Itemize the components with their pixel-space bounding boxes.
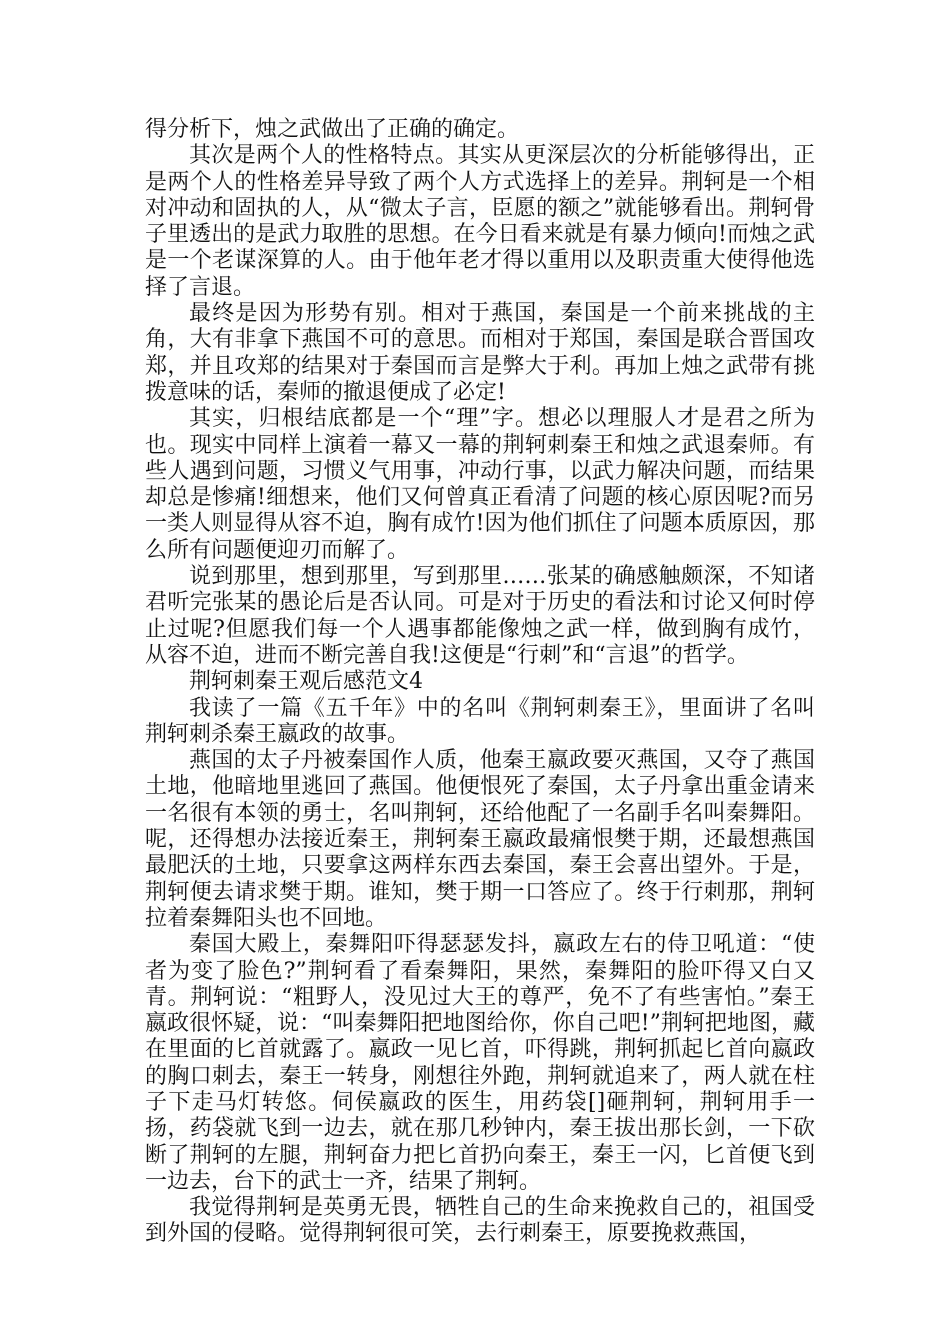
paragraph-situation: 最终是因为形势有别。相对于燕国，秦国是一个前来挑战的主角，大有非拿下燕国不可的意思。而相对于郑国，秦国是联合晋国攻郑，并且攻郑的结果对于秦国而言是弊大于利。再加上烛之武带有挑拨意味的话，秦师的撤退便成了必定! — [145, 301, 815, 405]
paragraph-background: 燕国的太子丹被秦国作人质，他秦王嬴政要灭燕国，又夺了燕国土地，他暗地里逃回了燕国。他便恨死了秦国，太子丹拿出重金请来一名很有本领的勇士，名叫荆轲，还给他配了一名副手名叫秦舞阳。呢，还得想办法接近秦王，荆轲秦王嬴政最痛恨樊于期，还最想燕国最肥沃的土地，只要拿这两样东西去秦国，秦王会喜出望外。于是，荆轲便去请求樊于期。谁知，樊于期一口答应了。终于行刺那，荆轲拉着秦舞阳头也不回地。 — [145, 748, 815, 931]
paragraph-intro: 我读了一篇《五千年》中的名叫《荆轲刺秦王》，里面讲了名叫荆轲刺杀秦王嬴政的故事。 — [145, 695, 815, 747]
paragraph-personality: 其次是两个人的性格特点。其实从更深层次的分析能够得出，正是两个人的性格差异导致了两个人方式选择上的差异。荆轲是一个相对冲动和固执的人，从“微太子言，臣愿的额之”就能够看出。荆轲骨子里透出的是武力取胜的思想。在今日看来就是有暴力倾向!而烛之武是一个老谋深算的人。由于他年老才得以重用以及职责重大使得他选择了言退。 — [145, 143, 815, 300]
paragraph-continuation: 得分析下，烛之武做出了正确的确定。 — [145, 117, 520, 142]
paragraph-conclusion: 说到那里，想到那里，写到那里……张某的确感触颇深，不知诸君听完张某的愚论后是否认同。可是对于历史的看法和讨论又何时停止过呢?但愿我们每一个人遇事都能像烛之武一样，做到胸有成竹，从容不迫，进而不断完善自我!这便是“行刺”和“言退”的哲学。 — [145, 564, 815, 668]
paragraph-reason: 其实，归根结底都是一个“理”字。想必以理服人才是君之所为也。现实中同样上演着一幕又一幕的荆轲刺秦王和烛之武退秦师。有些人遇到问题，习惯义气用事，冲动行事，以武力解决问题，而结果却总是惨痛!细想来，他们又何曾真正看清了问题的核心原因呢?而另一类人则显得从容不迫，胸有成竹!因为他们抓住了问题本质原因，那么所有问题便迎刃而解了。 — [145, 406, 815, 563]
section-heading: 荆轲刺秦王观后感范文4 — [189, 669, 423, 695]
paragraph-palace: 秦国大殿上，秦舞阳吓得瑟瑟发抖，嬴政左右的侍卫吼道：“使者为变了脸色?”荆轲看了看秦舞阳，果然，秦舞阳的脸吓得又白又青。荆轲说：“粗野人，没见过大王的尊严，免不了有些害怕。”秦王嬴政很怀疑，说：“叫秦舞阳把地图给你，你自己吧!”荆轲把地图，藏在里面的匕首就露了。嬴政一见匕首，吓得跳，荆轲抓起匕首向嬴政的胸口刺去，秦王一转身，刚想往外跑，荆轲就追来了，两人就在柱子下走马灯转悠。伺侯嬴政的医生，用药袋[]砸荆轲，荆轲用手一扬，药袋就飞到一边去，就在那几秒钟内，秦王拔出那长剑，一下砍断了荆轲的左腿，荆轲奋力把匕首扔向秦王，秦王一闪，匕首便飞到一边去，台下的武士一齐，结果了荆轲。 — [145, 932, 815, 1194]
paragraph-opinion: 我觉得荆轲是英勇无畏，牺牲自己的生命来挽救自己的，祖国受到外国的侵略。觉得荆轲很可笑，去行刺秦王，原要挽救燕国， — [145, 1195, 815, 1247]
document-page — [145, 117, 815, 1248]
